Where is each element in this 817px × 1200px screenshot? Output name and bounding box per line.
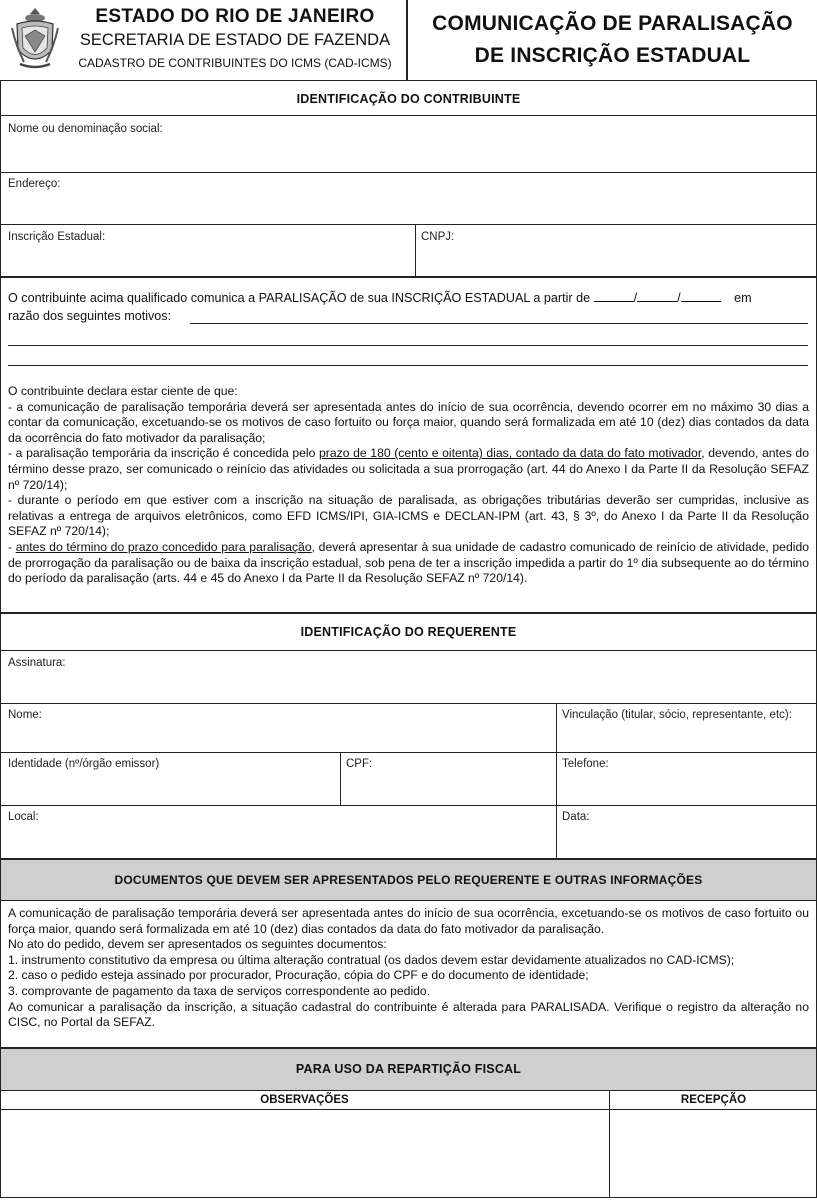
declaracao-item-2: - a paralisação temporária da inscrição é concedida pelo prazo de 180 (cento e oitenta) dias, contado da data do fato motivador, devendo, antes do término desse prazo, ser comunicado o reinício das atividades ou solicitada a sua prorrogação (art. 44 do Anexo I da Parte II da Resolução SEFAZ nº 720/14);: [8, 446, 809, 492]
endereco-field[interactable]: [0, 173, 817, 224]
date-year-blank[interactable]: [681, 289, 721, 302]
nome-social-label: Nome ou denominação social:: [8, 123, 163, 135]
telefone-label: Telefone:: [562, 758, 609, 770]
nome-requerente-label: Nome:: [8, 709, 42, 721]
documentos-paragraph-3: Ao comunicar a paralisação da inscrição, a situação cadastral do contribuinte é alterada para PARALISADA. Verifique o registro da alteração no CISC, no Portal da SEFAZ.: [8, 999, 809, 1030]
declaracao-item-1: - a comunicação de paralisação temporária deverá ser apresentada antes do início de sua ocorrência, devendo ocorrer em no máximo 30 dias a contar da comunicação, excetuando-se os motivos de caso fortuito ou força maior, quando será formalizada em até 10 (dez) dias contados da data da ocorrência do fato motivador da paralisação;: [8, 399, 809, 445]
paralisacao-statement: O contribuinte acima qualificado comunica a PARALISAÇÃO de sua INSCRIÇÃO ESTADUAL a partir de / / em: [8, 291, 752, 305]
recepcao-field[interactable]: [610, 1110, 817, 1198]
data-field[interactable]: [557, 806, 817, 858]
declaracao-item-3: - durante o período em que estiver com a inscrição na situação de paralisada, as obrigações tributárias deverão ser cumpridas, inclusive as relativas a entrega de arquivos eletrônicos, como EFD ICMS/IPI, GIA-ICMS e DECLAN-IPM (art. 43, § 3º, do Anexo I da Parte II da Resolução SEFAZ nº 720/14);: [8, 493, 809, 539]
date-month-blank[interactable]: [637, 289, 677, 302]
state-emblem: [10, 6, 60, 72]
form-title-line2: DE INSCRIÇÃO ESTADUAL: [474, 44, 751, 67]
documentos-paragraph-2: No ato do pedido, devem ser apresentados os seguintes documentos:: [8, 937, 387, 952]
cpf-field[interactable]: [341, 753, 556, 805]
telefone-field[interactable]: [557, 753, 817, 805]
section-title-reparticao: PARA USO DA REPARTIÇÃO FISCAL: [295, 1062, 522, 1076]
declaracao-intro: O contribuinte declara estar ciente de que:: [8, 384, 238, 398]
motivos-label: razão dos seguintes motivos:: [8, 309, 172, 323]
motivos-line-1[interactable]: [190, 323, 808, 324]
nome-requerente-field[interactable]: [0, 704, 556, 752]
identidade-label: Identidade (nº/órgão emissor): [8, 758, 160, 770]
section-title-requerente: IDENTIFICAÇÃO DO REQUERENTE: [300, 625, 517, 639]
identidade-field[interactable]: [0, 753, 340, 805]
documentos-paragraph-1: A comunicação de paralisação temporária deverá ser apresentada antes do início de sua ocorrência, excetuando-se os motivos de caso fortuito ou força maior, quando será formalizada em até 10 (dez) dias contados da data do fato motivador da paralisação.: [8, 906, 809, 936]
documento-item-2: 2. caso o pedido esteja assinado por procurador, Procuração, cópia do CPF e do documento de identidade;: [8, 968, 589, 983]
cnpj-label: CNPJ:: [421, 231, 455, 243]
cpf-label: CPF:: [346, 758, 373, 770]
secretariat-name: SECRETARIA DE ESTADO DE FAZENDA: [79, 31, 391, 49]
section-title-documentos: DOCUMENTOS QUE DEVEM SER APRESENTADOS PELO REQUERENTE E OUTRAS INFORMAÇÕES: [114, 873, 703, 887]
recepcao-header: RECEPÇÃO: [680, 1094, 747, 1106]
assinatura-field[interactable]: [0, 651, 817, 703]
form-title-line1: COMUNICAÇÃO DE PARALISAÇÃO: [432, 12, 793, 35]
documento-item-1: 1. instrumento constitutivo da empresa ou última alteração contratual (os dados devem estar devidamente atualizados no CAD-ICMS);: [8, 952, 735, 967]
declaracao-block: [8, 384, 809, 587]
data-label: Data:: [562, 811, 590, 823]
vinculacao-label: Vinculação (titular, sócio, representante, etc):: [562, 709, 792, 721]
state-name: ESTADO DO RIO DE JANEIRO: [95, 6, 375, 27]
section-title-contribuinte: IDENTIFICAÇÃO DO CONTRIBUINTE: [296, 92, 521, 106]
motivos-line-3[interactable]: [8, 365, 808, 366]
coat-of-arms-rj-icon: [10, 6, 60, 72]
nome-social-field[interactable]: [0, 116, 817, 172]
declaracao-item-4: - antes do término do prazo concedido para paralisação, deverá apresentar à sua unidade de cadastro comunicado de reinício de atividade, pedido de prorrogação da paralisação ou de baixa da inscrição estadual, sob pena de ter a inscrição impedida a partir do 1º dia subsequente ao do término do período da paralisação (arts. 44 e 45 do Anexo I da Parte II da Resolução SEFAZ nº 720/14).: [8, 539, 809, 586]
registry-name: CADASTRO DE CONTRIBUINTES DO ICMS (CAD-ICMS): [78, 56, 392, 70]
documento-item-3: 3. comprovante de pagamento da taxa de serviços correspondente ao pedido.: [8, 983, 431, 998]
observacoes-header: OBSERVAÇÕES: [260, 1094, 349, 1106]
documentos-block: [8, 906, 809, 1031]
statement-text: O contribuinte acima qualificado comunica a PARALISAÇÃO de sua INSCRIÇÃO ESTADUAL a partir de: [8, 291, 591, 305]
local-label: Local:: [8, 811, 39, 823]
observacoes-field[interactable]: [0, 1110, 609, 1198]
statement-text-em: em: [734, 291, 752, 305]
assinatura-label: Assinatura:: [8, 657, 66, 669]
endereco-label: Endereço:: [8, 178, 61, 190]
motivos-line-2[interactable]: [8, 345, 808, 346]
inscricao-estadual-label: Inscrição Estadual:: [8, 231, 106, 243]
inscricao-estadual-field[interactable]: [0, 225, 415, 276]
cnpj-field[interactable]: [416, 225, 817, 276]
local-field[interactable]: [0, 806, 556, 858]
vinculacao-field[interactable]: [557, 704, 817, 752]
date-day-blank[interactable]: [594, 289, 634, 302]
